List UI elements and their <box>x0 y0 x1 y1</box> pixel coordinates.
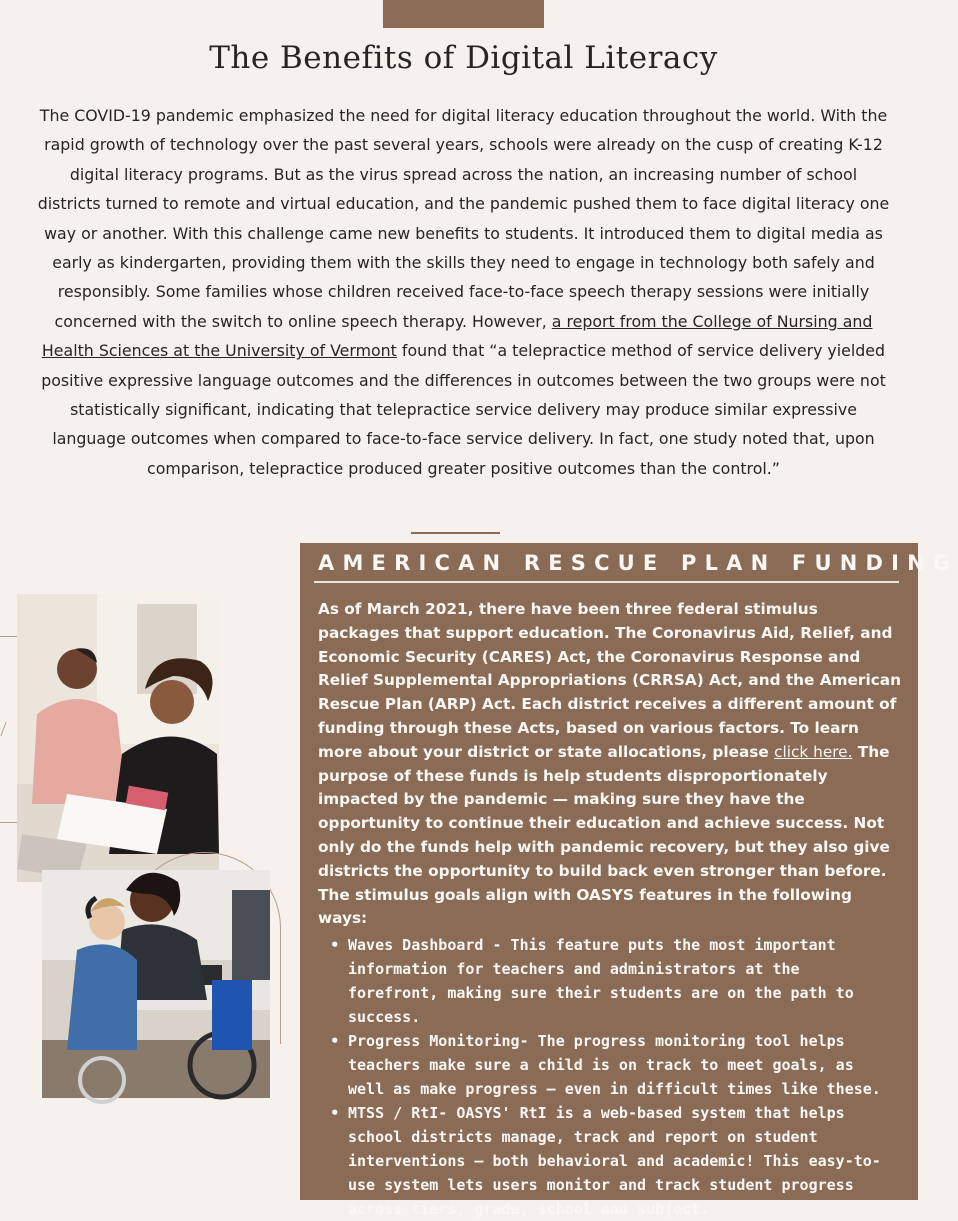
section-divider <box>411 532 500 534</box>
photo-teacher-and-student-image <box>42 870 270 1098</box>
page-title: The Benefits of Digital Literacy <box>209 40 718 76</box>
list-item-mtss-rti: • MTSS / RtI- OASYS' RtI is a web-based system that helps school districts manage, track and report on student interventions — both behavioral and academic! This easy-to-use system lets users monitor and track student progress across tiers, grade, school and subject. <box>328 1101 898 1221</box>
feature-list <box>328 933 898 1221</box>
header-accent-bar <box>383 0 544 28</box>
list-item-waves-dashboard: • Waves Dashboard - This feature puts the most important information for teachers and administrators at the forefront, making sure their students are on the path to success. <box>328 933 898 1029</box>
arp-funding-panel <box>300 543 958 1218</box>
click-here-link[interactable]: click here. <box>774 742 853 761</box>
panel-title-rule <box>314 581 899 583</box>
intro-paragraph <box>36 101 891 483</box>
photo-teacher-and-parent-image <box>17 594 219 882</box>
panel-title: AMERICAN RESCUE PLAN FUNDING <box>318 551 958 575</box>
panel-body-paragraph <box>318 598 903 931</box>
panel-body-text-start: As of March 2021, there have been three federal stimulus packages that support education. The Coronavirus Aid, Relief, and Economic Security (CARES) Act, the Coronavirus Response and Relief Supplemental Appropriations (CRRSA) Act, and the American Rescue Plan (ARP) Act. Each district receives a different amount of funding through these Acts, based on various factors. To learn more about your district or state allocations, please <box>318 600 901 761</box>
panel-body-text-end: The purpose of these funds is help students disproportionately impacted by the pandemic — making sure they have the opportunity to continue their education and achieve success. Not only do the funds help with pandemic recovery, but they also give districts the opportunity to build back even stronger than before. The stimulus goals align with OASYS features in the following ways: <box>318 742 890 928</box>
photo-teacher-and-parent <box>17 594 219 882</box>
list-item-progress-monitoring: • Progress Monitoring- The progress monitoring tool helps teachers make sure a child is on track to meet goals, as well as make progress — even in difficult times like these. <box>328 1029 898 1101</box>
intro-text-start: The COVID-19 pandemic emphasized the need for digital literacy education throughout the world. With the rapid growth of technology over the past several years, schools were already on the cusp of creating K-12 digital literacy programs. But as the virus spread across the nation, an increasing number of school districts turned to remote and virtual education, and the pandemic pushed them to face digital literacy one way or another. With this challenge came new benefits to students. It introduced them to digital media as early as kindergarten, providing them with the skills they need to engage in technology both safely and responsibly. Some families whose children received face-to-face speech therapy sessions were initially concerned with the switch to online speech therapy. However, <box>37 106 890 331</box>
photo-teacher-and-student <box>42 870 270 1098</box>
intro-text-end: found that “a telepractice method of service delivery yielded positive expressive language outcomes and the differences in outcomes between the two groups were not statistically significant, indicating that telepractice service delivery may produce similar expressive language outcomes when compared to face-to-face service delivery. In fact, one study noted that, upon comparison, telepractice produced greater positive outcomes than the control.” <box>41 341 886 478</box>
uvm-report-link[interactable]: a report from the College of Nursing and Health Sciences at the University of Vermont <box>41 311 873 361</box>
